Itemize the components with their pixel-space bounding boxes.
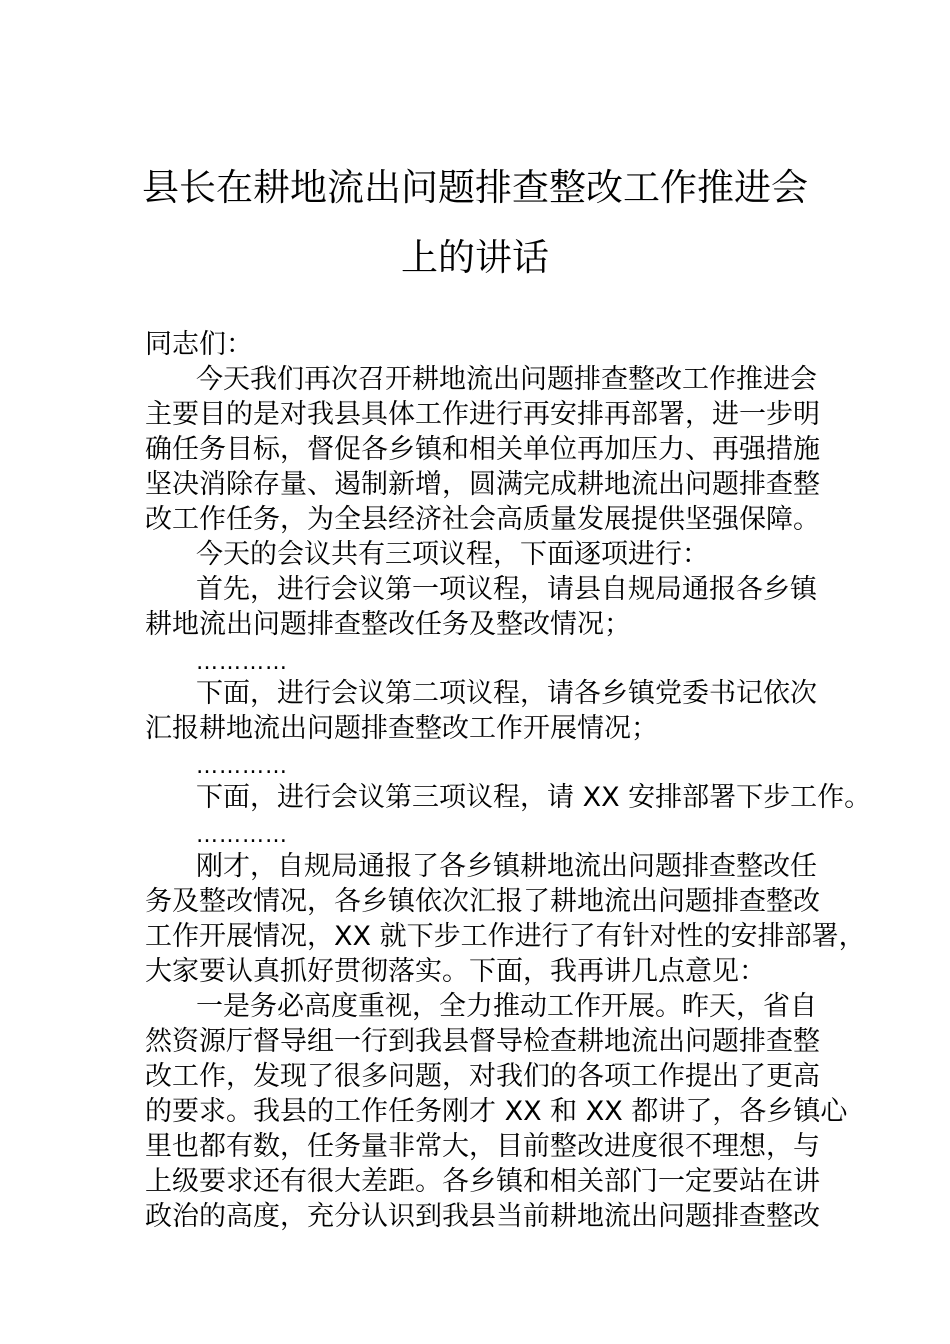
- paragraph-line: 今天我们再次召开耕地流出问题排查整改工作推进会: [196, 364, 817, 395]
- paragraph-line: 改工作，发现了很多问题，对我们的各项工作提出了更高: [145, 1061, 820, 1092]
- paragraph-line: 一是务必高度重视，全力推动工作开展。昨天，省自: [196, 991, 817, 1022]
- paragraph-line: 主要目的是对我县具体工作进行再安排再部署，进一步明: [145, 399, 820, 430]
- ellipsis-line: …………: [196, 754, 288, 779]
- paragraph-line: 政治的高度，充分认识到我县当前耕地流出问题排查整改: [145, 1201, 820, 1232]
- paragraph-line: 确任务目标，督促各乡镇和相关单位再加压力、再强措施: [145, 434, 820, 465]
- document-title-line-1: 县长在耕地流出问题排查整改工作推进会: [142, 166, 808, 209]
- salutation: 同志们：: [145, 329, 253, 360]
- paragraph-line: 上级要求还有很大差距。各乡镇和相关部门一定要站在讲: [145, 1166, 820, 1197]
- paragraph-line: 下面，进行会议第二项议程，请各乡镇党委书记依次: [196, 678, 817, 709]
- ellipsis-line: …………: [196, 823, 288, 848]
- paragraph-line: 坚决消除存量、遏制新增，圆满完成耕地流出问题排查整: [145, 469, 820, 500]
- paragraph-line: 耕地流出问题排查整改任务及整改情况；: [145, 609, 631, 640]
- paragraph-line: 首先，进行会议第一项议程，请县自规局通报各乡镇: [196, 574, 817, 605]
- paragraph-line: 刚才，自规局通报了各乡镇耕地流出问题排查整改任: [196, 851, 817, 882]
- paragraph-line: 大家要认真抓好贯彻落实。下面，我再讲几点意见：: [145, 956, 766, 987]
- document-title-line-2: 上的讲话: [401, 236, 549, 279]
- paragraph-line: 务及整改情况，各乡镇依次汇报了耕地流出问题排查整改: [145, 886, 820, 917]
- ellipsis-line: …………: [196, 650, 288, 675]
- paragraph-line: 下面，进行会议第三项议程，请 XX 安排部署下步工作。: [196, 782, 872, 813]
- paragraph-line: 的要求。我县的工作任务刚才 XX 和 XX 都讲了，各乡镇心: [145, 1096, 848, 1127]
- paragraph-line: 汇报耕地流出问题排查整改工作开展情况；: [145, 713, 658, 744]
- paragraph-line: 工作开展情况，XX 就下步工作进行了有针对性的安排部署，: [145, 921, 866, 952]
- paragraph-line: 里也都有数，任务量非常大，目前整改进度很不理想，与: [145, 1131, 820, 1162]
- paragraph-line: 今天的会议共有三项议程，下面逐项进行：: [196, 539, 709, 570]
- paragraph-line: 然资源厅督导组一行到我县督导检查耕地流出问题排查整: [145, 1026, 820, 1057]
- paragraph-line: 改工作任务，为全县经济社会高质量发展提供坚强保障。: [145, 504, 820, 535]
